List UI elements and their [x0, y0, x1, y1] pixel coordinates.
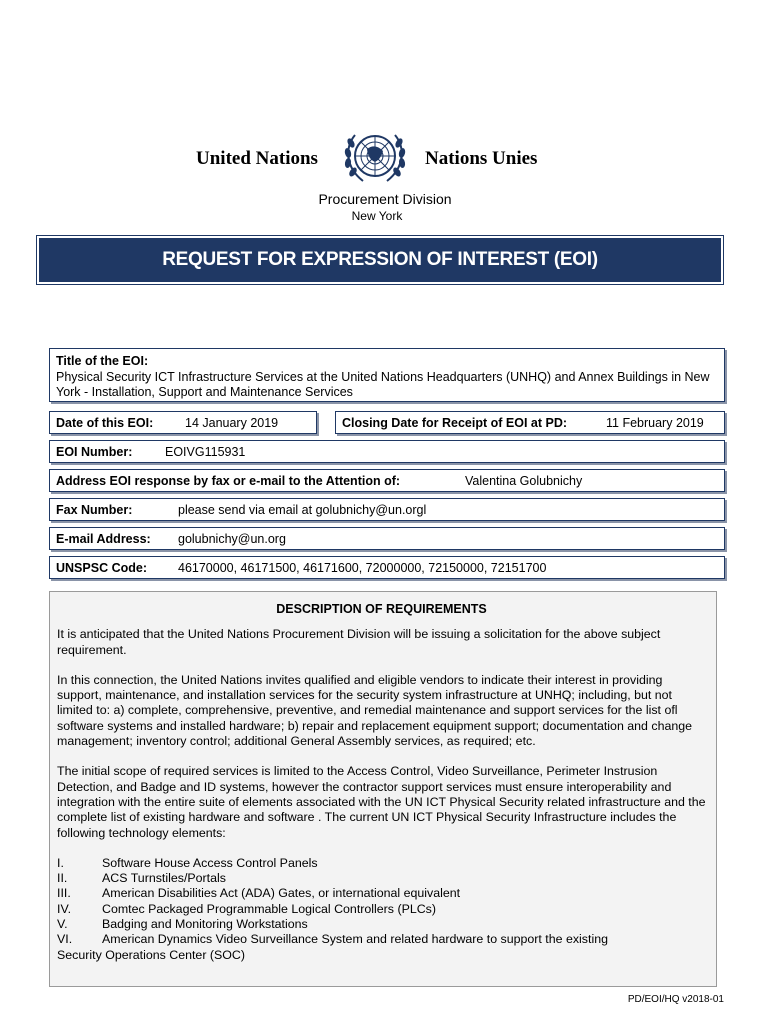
- city-name: New York: [351, 209, 403, 223]
- eoi-date-label: Date of this EOI:: [56, 415, 154, 430]
- email-label: E-mail Address:: [56, 531, 151, 546]
- list-item-text: Comtec Packaged Programmable Logical Controllers (PLCs): [102, 901, 436, 916]
- banner-title: REQUEST FOR EXPRESSION OF INTEREST (EOI): [39, 238, 721, 282]
- fax-label: Fax Number:: [56, 502, 133, 517]
- list-item-text: ACS Turnstiles/Portals: [102, 871, 226, 886]
- eoi-title-value: Physical Security ICT Infrastructure Services at the United Nations Headquarters (UNHQ) and Annex Buildings in New York - Installation, Support and Maintenance Services: [56, 369, 710, 399]
- closing-date-value: 11 February 2019: [606, 415, 704, 430]
- description-para-1: It is anticipated that the United Nations Procurement Division will be issuing a solicitation for the above subject requirement.: [57, 627, 661, 657]
- list-item-number: VI.: [57, 932, 73, 947]
- title-banner: [36, 235, 724, 285]
- division-name: Procurement Division: [318, 191, 452, 207]
- list-item: [57, 917, 706, 932]
- fax-box: [49, 498, 725, 521]
- un-emblem-icon: [341, 129, 409, 187]
- form-version-code: PD/EOI/HQ v2018-01: [627, 994, 724, 1005]
- eoi-date-box: [49, 411, 317, 434]
- technology-list: [57, 856, 706, 963]
- unspsc-label: UNSPSC Code:: [56, 560, 147, 575]
- list-item-number: I.: [57, 855, 64, 870]
- closing-date-box: [335, 411, 725, 434]
- eoi-date-value: 14 January 2019: [185, 415, 279, 430]
- org-name-english: United Nations: [196, 148, 318, 169]
- list-item-number: III.: [57, 886, 71, 901]
- email-box: [49, 527, 725, 550]
- list-item-text: Software House Access Control Panels: [102, 855, 318, 870]
- address-value: Valentina Golubnichy: [465, 473, 583, 488]
- eoi-title-label: Title of the EOI:: [56, 354, 149, 368]
- list-item-continuation: Security Operations Center (SOC): [57, 947, 245, 962]
- address-box: [49, 469, 725, 492]
- closing-date-label: Closing Date for Receipt of EOI at PD:: [342, 415, 568, 430]
- list-item: [57, 932, 706, 947]
- eoi-title-box: [49, 348, 725, 402]
- eoi-number-box: [49, 440, 725, 463]
- unspsc-box: [49, 556, 725, 579]
- unspsc-value: 46170000, 46171500, 46171600, 72000000, 72150000, 72151700: [178, 560, 547, 575]
- email-value[interactable]: golubnichy@un.org: [178, 531, 286, 546]
- list-item: [57, 871, 706, 886]
- description-para-2: In this connection, the United Nations invites qualified and eligible vendors to indicate their interest in providing support, maintenance, and installation services for the security system infrastructure at UNHQ; including, but not limited to: a) complete, comprehensive, preventive, and remedial maintenance and support services for the list ofl software systems and installed hardware; b) repair and replacement equipment support; documentation and change management; inventory control; additional General Assembly services, as required; etc.: [57, 672, 693, 749]
- list-item-text: American Disabilities Act (ADA) Gates, or international equivalent: [102, 886, 461, 901]
- org-name-french: Nations Unies: [425, 148, 538, 169]
- address-label: Address EOI response by fax or e-mail to the Attention of:: [56, 473, 401, 488]
- list-item-number: V.: [57, 917, 68, 932]
- list-item: [57, 886, 706, 901]
- description-para-3: The initial scope of required services is limited to the Access Control, Video Surveillance, Perimeter Instrusion Detection, and Badge and ID systems, however the contractor support services must ensure interoperability and integration with the entire suite of elements associated with the UN ICT Physical Security related infrastructure and the complete list of existing hardware and software . The current UN ICT Physical Security Infrastructure includes the following technology elements:: [57, 764, 706, 840]
- description-heading: DESCRIPTION OF REQUIREMENTS: [276, 602, 487, 616]
- eoi-number-label: EOI Number:: [56, 444, 133, 459]
- eoi-number-value: EOIVG115931: [165, 444, 246, 459]
- list-item-text: Badging and Monitoring Workstations: [102, 917, 308, 932]
- list-item-number: II.: [57, 871, 68, 886]
- fax-value: please send via email at golubnichy@un.orgl: [178, 502, 427, 517]
- description-section: [49, 591, 717, 987]
- list-item-number: IV.: [57, 901, 72, 916]
- list-item-text: American Dynamics Video Surveillance System and related hardware to support the existing: [102, 932, 608, 947]
- list-item: [57, 902, 706, 917]
- list-item: [57, 856, 706, 871]
